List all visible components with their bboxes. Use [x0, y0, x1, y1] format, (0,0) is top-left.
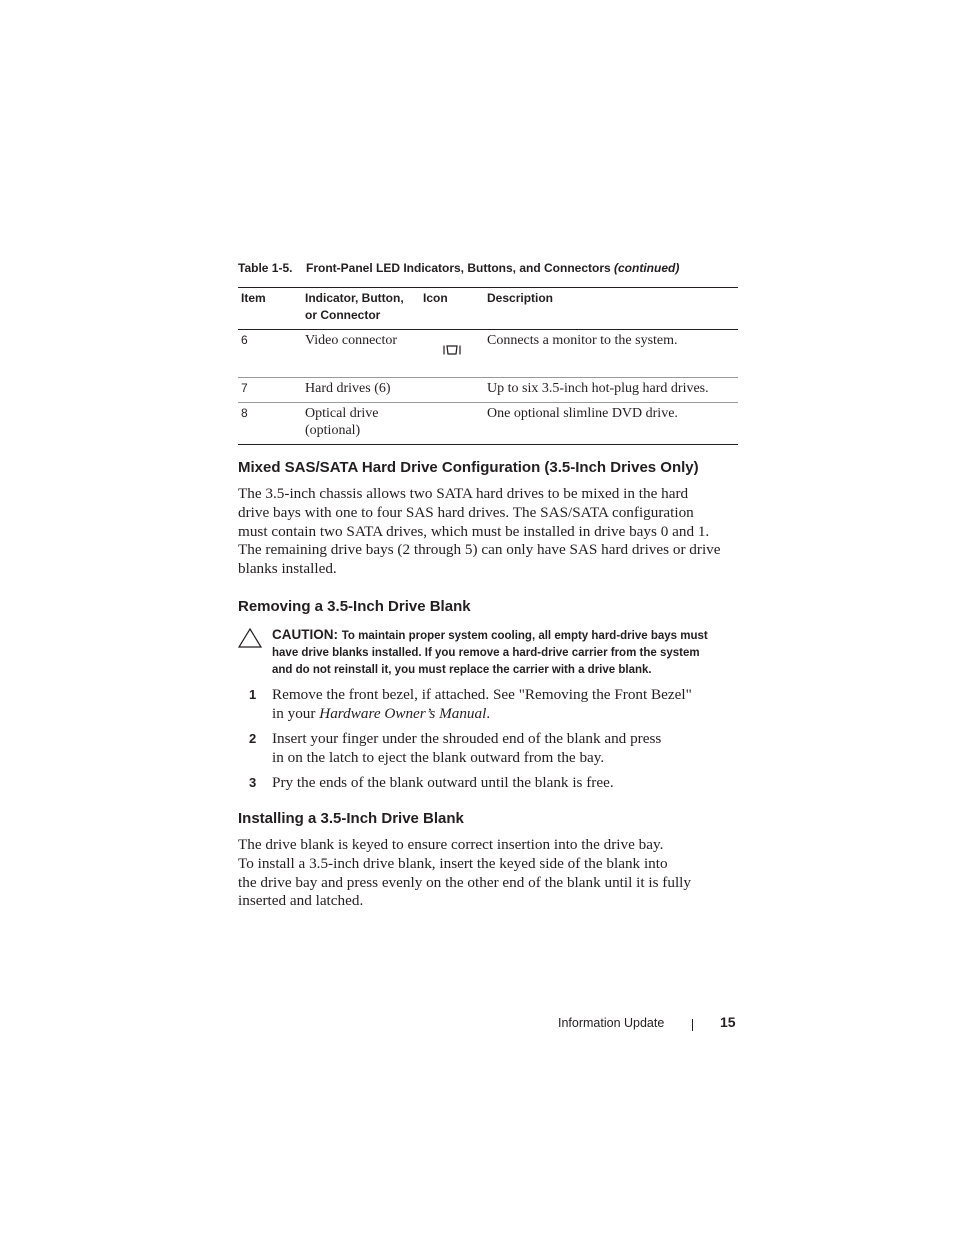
row-item: 7 — [241, 381, 248, 395]
table-caption-title: Front-Panel LED Indicators, Buttons, and Connectors — [306, 261, 615, 275]
step-number: 3 — [249, 775, 257, 790]
paragraph-line: inserted and latched. — [238, 892, 364, 910]
paragraph-line: the drive bay and press evenly on the other end of the blank until it is fully — [238, 873, 691, 891]
caution-line: and do not reinstall it, you must replace the carrier with a drive blank. — [272, 664, 652, 676]
step-text — [272, 729, 738, 767]
row-icon-cell — [423, 403, 487, 445]
table-header-row — [238, 288, 738, 330]
header-icon: Icon — [423, 291, 448, 305]
header-indicator-line1: Indicator, Button, — [305, 291, 404, 305]
header-indicator-line2: or Connector — [305, 308, 381, 322]
manual-title: Hardware Owner’s Manual — [319, 705, 487, 722]
row-indicator: Video connector — [305, 333, 398, 348]
front-panel-table — [238, 287, 738, 445]
row-indicator-line2: (optional) — [305, 423, 361, 438]
table-caption-continued: (continued) — [614, 261, 680, 275]
table-row — [238, 330, 738, 378]
step-line-prefix: in your — [272, 705, 320, 722]
header-item: Item — [241, 291, 266, 305]
step-number: 1 — [249, 687, 257, 702]
caution-label: CAUTION: — [272, 627, 342, 642]
row-indicator: Hard drives (6) — [305, 381, 391, 396]
row-icon-cell — [423, 330, 487, 378]
paragraph-line: The drive blank is keyed to ensure correct insertion into the drive bay. — [238, 836, 664, 853]
row-icon-cell — [423, 378, 487, 403]
row-description: Connects a monitor to the system. — [487, 333, 678, 348]
step-line: Remove the front bezel, if attached. See "Removing the Front Bezel" — [272, 686, 692, 703]
step-text — [272, 773, 738, 792]
caution-text — [272, 626, 738, 679]
table-row — [238, 378, 738, 403]
row-description: Up to six 3.5-inch hot-plug hard drives. — [487, 381, 709, 396]
step-text — [272, 685, 738, 723]
footer-label: Information Update — [558, 1016, 665, 1030]
paragraph-installing — [238, 836, 738, 911]
step-line: in on the latch to eject the blank outward from the bay. — [272, 749, 605, 766]
paragraph-line: To install a 3.5-inch drive blank, insert the keyed side of the blank into — [238, 854, 668, 872]
step-line-suffix: . — [486, 705, 491, 722]
header-indicator — [305, 288, 423, 330]
page-number: 15 — [720, 1014, 736, 1030]
step-line: Pry the ends of the blank outward until the blank is free. — [272, 774, 614, 791]
row-indicator — [305, 403, 423, 445]
row-item: 6 — [241, 333, 248, 347]
row-item: 8 — [241, 406, 248, 420]
table-caption — [238, 261, 679, 275]
caution-triangle-icon — [238, 628, 262, 648]
paragraph-line: blanks installed. — [238, 560, 337, 578]
paragraph-line: The remaining drive bays (2 through 5) can only have SAS hard drives or drive — [238, 541, 721, 559]
paragraph-mixed — [238, 485, 738, 579]
step-line: Insert your finger under the shrouded end of the blank and press — [272, 730, 662, 747]
header-description: Description — [487, 291, 554, 305]
row-description: One optional slimline DVD drive. — [487, 406, 678, 421]
caution-line: have drive blanks installed. If you remove a hard-drive carrier from the system — [272, 647, 700, 659]
step-number: 2 — [249, 731, 257, 746]
video-connector-icon — [443, 345, 461, 355]
paragraph-line: drive bays with one to four SAS hard drives. The SAS/SATA configuration — [238, 503, 694, 521]
table-caption-label: Table 1-5. — [238, 261, 293, 275]
row-indicator-line1: Optical drive — [305, 406, 379, 421]
caution-line: To maintain proper system cooling, all empty hard-drive bays must — [341, 630, 708, 642]
section-heading-removing: Removing a 3.5-Inch Drive Blank — [238, 598, 471, 615]
section-heading-installing: Installing a 3.5-Inch Drive Blank — [238, 810, 464, 827]
footer-divider — [692, 1019, 693, 1031]
section-heading-mixed: Mixed SAS/SATA Hard Drive Configuration (3.5-Inch Drives Only) — [238, 459, 699, 476]
paragraph-line: The 3.5-inch chassis allows two SATA hard drives to be mixed in the hard — [238, 485, 689, 502]
paragraph-line: must contain two SATA drives, which must be installed in drive bays 0 and 1. — [238, 522, 710, 540]
table-row — [238, 403, 738, 445]
